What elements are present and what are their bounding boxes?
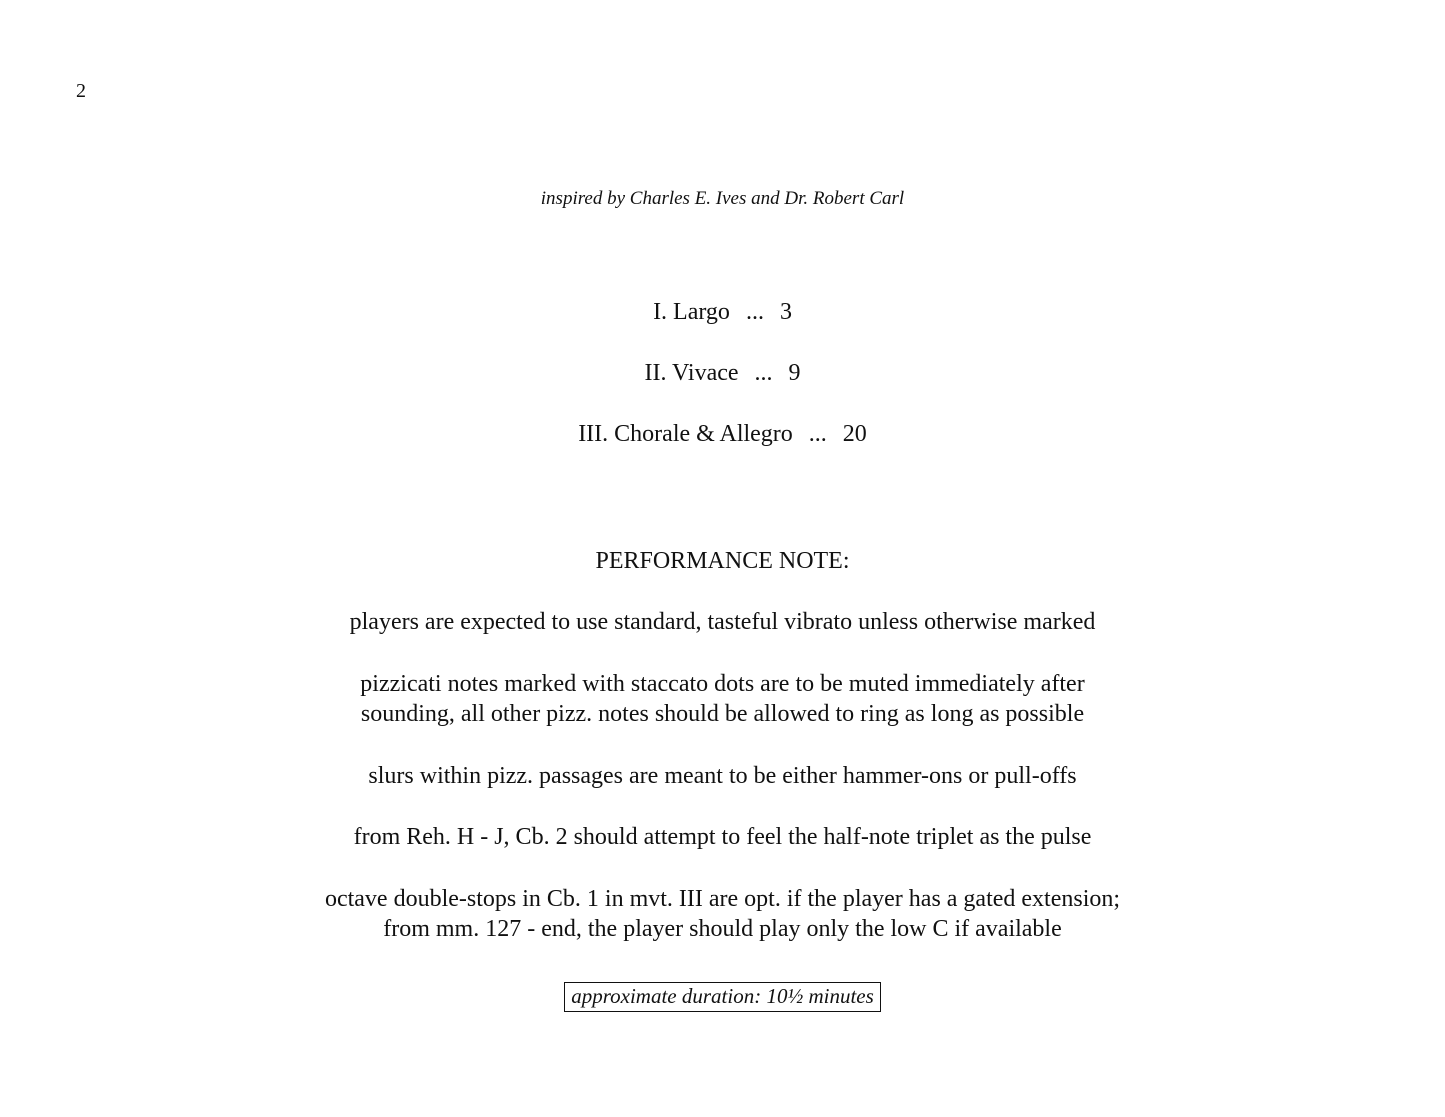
note-line: octave double-stops in Cb. 1 in mvt. III are opt. if the player has a gated extension; <box>324 885 1121 912</box>
toc-entry-largo <box>0 297 1445 358</box>
duration-container <box>0 982 1445 1012</box>
approximate-duration-box: approximate duration: 10½ minutes <box>564 982 881 1012</box>
toc-page-number: 20 <box>842 421 867 447</box>
toc-leader: ... <box>745 299 764 325</box>
note-line: from Reh. H - J, Cb. 2 should attempt to feel the half-note triplet as the pulse <box>353 824 1092 850</box>
toc-page-number: 3 <box>779 299 792 325</box>
toc-leader: ... <box>754 360 773 386</box>
toc-page-number: 9 <box>788 360 801 386</box>
toc-title: II. Vivace <box>644 360 739 386</box>
toc-title: I. Largo <box>653 299 730 325</box>
toc-entry-chorale-allegro <box>0 419 1445 480</box>
note-pizzicati <box>0 669 1445 730</box>
note-line: players are expected to use standard, tasteful vibrato unless otherwise marked <box>349 609 1096 635</box>
note-line: slurs within pizz. passages are meant to be either hammer-ons or pull-offs <box>368 762 1077 789</box>
performance-note-heading: PERFORMANCE NOTE: <box>595 548 850 574</box>
note-line: pizzicati notes marked with staccato dots are to be muted immediately after <box>360 670 1085 697</box>
toc-leader: ... <box>808 421 827 447</box>
page-number: 2 <box>76 80 86 102</box>
note-line: sounding, all other pizz. notes should be allowed to ring as long as possible <box>360 701 1085 727</box>
note-slurs <box>0 761 1445 792</box>
toc-title: III. Chorale & Allegro <box>578 421 793 447</box>
note-line: from mm. 127 - end, the player should play only the low C if available <box>383 916 1062 942</box>
note-vibrato <box>0 607 1445 638</box>
performance-notes <box>0 546 1445 976</box>
toc-entry-vivace <box>0 358 1445 419</box>
note-double-stops <box>0 884 1445 945</box>
table-of-contents <box>0 297 1445 480</box>
dedication: inspired by Charles E. Ives and Dr. Robert Carl <box>540 188 905 209</box>
note-triplet-pulse <box>0 822 1445 853</box>
